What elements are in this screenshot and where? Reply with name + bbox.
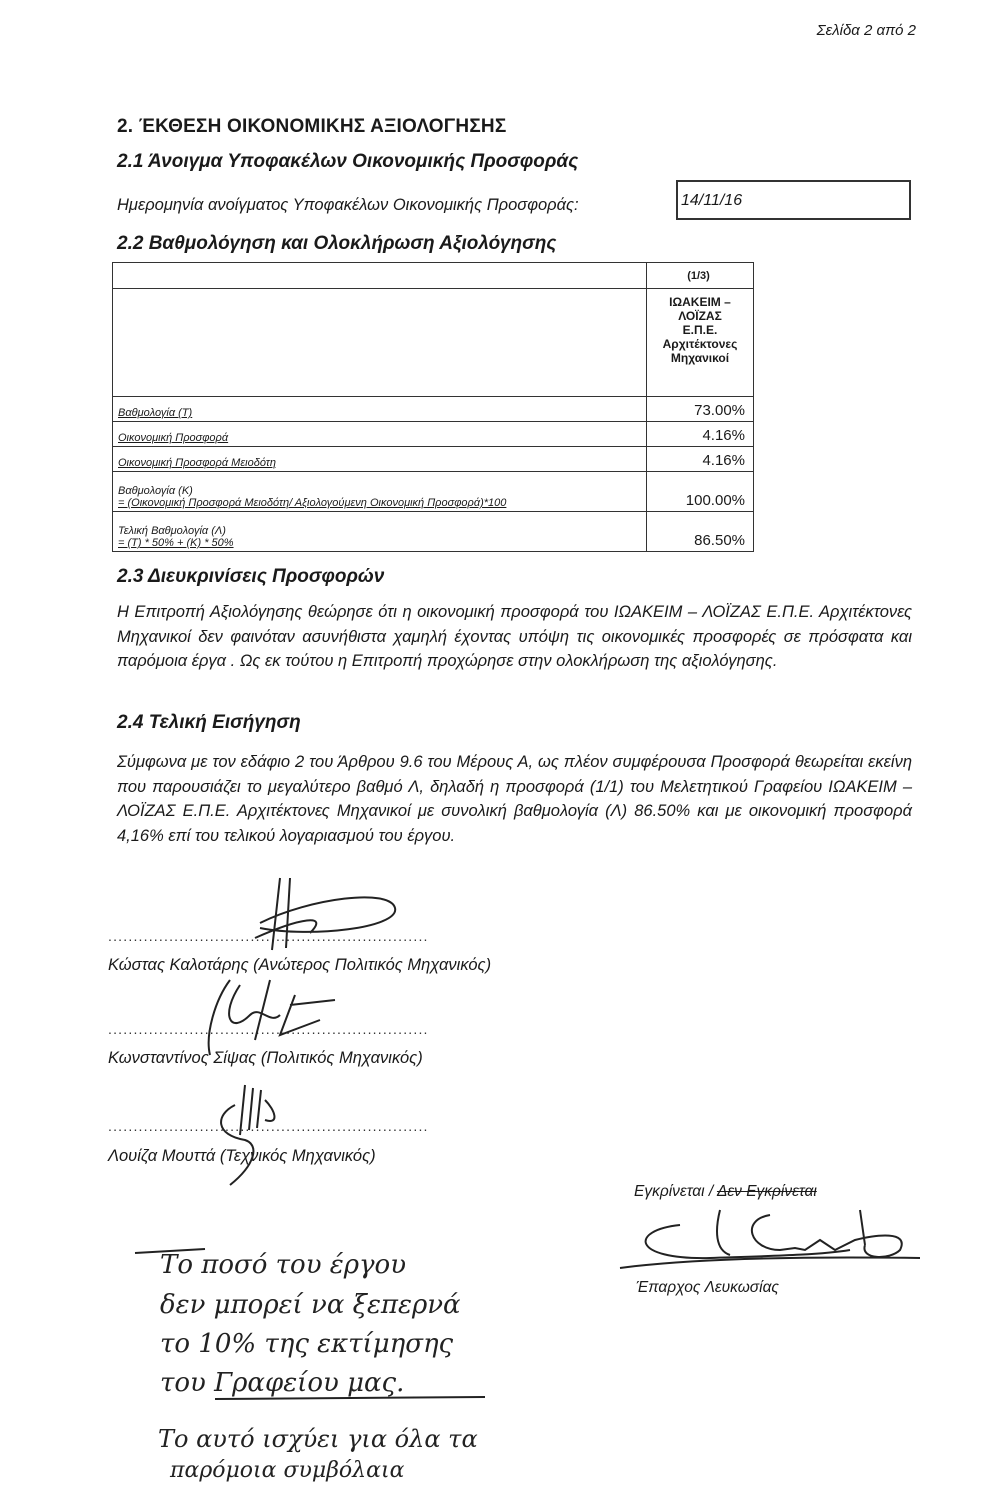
row-label: Οικονομική Προσφορά Μειοδότη — [113, 447, 647, 472]
clarifications-paragraph: Η Επιτροπή Αξιολόγησης θεώρησε ότι η οικονομική προσφορά του ΙΩΑΚΕΙΜ – ΛΟΪΖΑΣ Ε.Π.Ε. Αρχιτέκτονες Μηχανικοί δεν φαινόταν ασυνήθιστα χαμηλή έχοντας υπόψη τις οικονομικές προσφορές σε πρόσφατα και παρόμοια έργα . Ως εκ τούτου η Επιτροπή προχώρησε στην ολοκλήρωση της αξιολόγησης. — [117, 603, 912, 671]
row-value: 4.16% — [647, 447, 754, 472]
row-value: 4.16% — [647, 422, 754, 447]
row-value: 100.00% — [647, 472, 754, 512]
handwritten-note-line: του Γραφείου μας. — [160, 1368, 405, 1398]
signature-line: ............................................................... — [108, 928, 429, 944]
row-formula: = (Τ) * 50% + (Κ) * 50% — [118, 537, 234, 549]
subsection-title-2-4: 2.4 Τελική Εισήγηση — [117, 712, 301, 733]
table-row — [113, 447, 754, 472]
subsection-title-2-2: 2.2 Βαθμολόγηση και Ολοκλήρωση Αξιολόγησης — [117, 233, 557, 254]
table-row — [113, 422, 754, 447]
signer-name: Κωνσταντίνος Σίψας (Πολιτικός Μηχανικός) — [108, 1049, 423, 1067]
signature-mark — [205, 1080, 305, 1190]
table-row — [113, 512, 754, 552]
row-label: Οικονομική Προσφορά — [113, 422, 647, 447]
signature-line: ............................................................... — [108, 1118, 429, 1134]
signer-name: Κώστας Καλοτάρης (Ανώτερος Πολιτικός Μηχανικός) — [108, 956, 492, 974]
signature-mark — [200, 975, 360, 1055]
section-title: 2. ΈΚΘΕΣΗ ΟΙΚΟΝΟΜΙΚΗΣ ΑΞΙΟΛΟΓΗΣΗΣ — [117, 116, 507, 137]
signature-line: ............................................................... — [108, 1021, 429, 1037]
page-indicator: Σελίδα 2 από 2 — [816, 22, 916, 39]
handwritten-note-line: παρόμοια συμβόλαια — [170, 1458, 405, 1483]
underline-mark — [215, 1395, 515, 1403]
row-label: Τελική Βαθμολογία (Λ) = (Τ) * 50% + (Κ) * 50% — [113, 512, 647, 552]
approver-signature-mark — [620, 1200, 920, 1280]
row-label: Βαθμολογία (Τ) — [113, 397, 647, 422]
approved-option: Εγκρίνεται / — [634, 1183, 717, 1200]
opening-date-field: 14/11/16 — [676, 180, 911, 220]
table-header-blank — [113, 263, 647, 289]
opening-date-label: Ημερομηνία ανοίγματος Υποφακέλων Οικονομικής Προσφοράς: — [117, 196, 579, 214]
final-recommendation-paragraph: Σύμφωνα με τον εδάφιο 2 του Άρθρου 9.6 του Μέρους Α, ως πλέον συμφέρουσα Προσφορά θεωρείται εκείνη που παρουσιάζει το μεγαλύτερο βαθμό Λ, δηλαδή η προσφορά (1/1) του Μελετητικού Γραφείου ΙΩΑΚΕΙΜ – ΛΟΪΖΑΣ Ε.Π.Ε. Αρχιτέκτονες Μηχανικοί με συνολική βαθμολογία (Λ) 86.50% και με οικονομική προσφορά 4,16% επί του τελικού λογαριασμού του έργου. — [117, 753, 912, 845]
row-value: 86.50% — [647, 512, 754, 552]
not-approved-option: Δεν Εγκρίνεται — [716, 1183, 817, 1200]
handwritten-note-line: Το ποσό του έργου — [160, 1250, 407, 1280]
approver-title: Έπαρχος Λευκωσίας — [636, 1279, 779, 1296]
table-row — [113, 472, 754, 512]
handwritten-note-line: το 10% της εκτίμησης — [160, 1329, 454, 1359]
handwritten-note-line: δεν μπορεί να ξεπερνά — [160, 1290, 461, 1320]
subsection-title-2-1: 2.1 Άνοιγμα Υποφακέλων Οικονομικής Προσφοράς — [117, 151, 579, 172]
subsection-title-2-3: 2.3 Διευκρινίσεις Προσφορών — [117, 566, 385, 587]
signer-name: Λουίζα Μουττά (Τεχνικός Μηχανικός) — [108, 1147, 376, 1165]
approval-status — [634, 1183, 817, 1201]
bidder-header: ΙΩΑΚΕΙΜ – ΛΟΪΖΑΣ Ε.Π.Ε. Αρχιτέκτονες Μηχανικοί — [647, 289, 754, 397]
row-formula: = (Οικονομική Προσφορά Μειοδότη/ Αξιολογούμενη Οικονομική Προσφορά)*100 — [118, 497, 507, 509]
row-value: 73.00% — [647, 397, 754, 422]
evaluation-table — [112, 262, 754, 552]
table-row — [113, 397, 754, 422]
row-label: Βαθμολογία (Κ) = (Οικονομική Προσφορά Μειοδότη/ Αξιολογούμενη Οικονομική Προσφορά)*100 — [113, 472, 647, 512]
signature-mark — [250, 878, 410, 958]
rank-header: (1/3) — [647, 263, 754, 289]
table-header-blank — [113, 289, 647, 397]
handwritten-note-line: Το αυτό ισχύει για όλα τα — [158, 1425, 478, 1453]
